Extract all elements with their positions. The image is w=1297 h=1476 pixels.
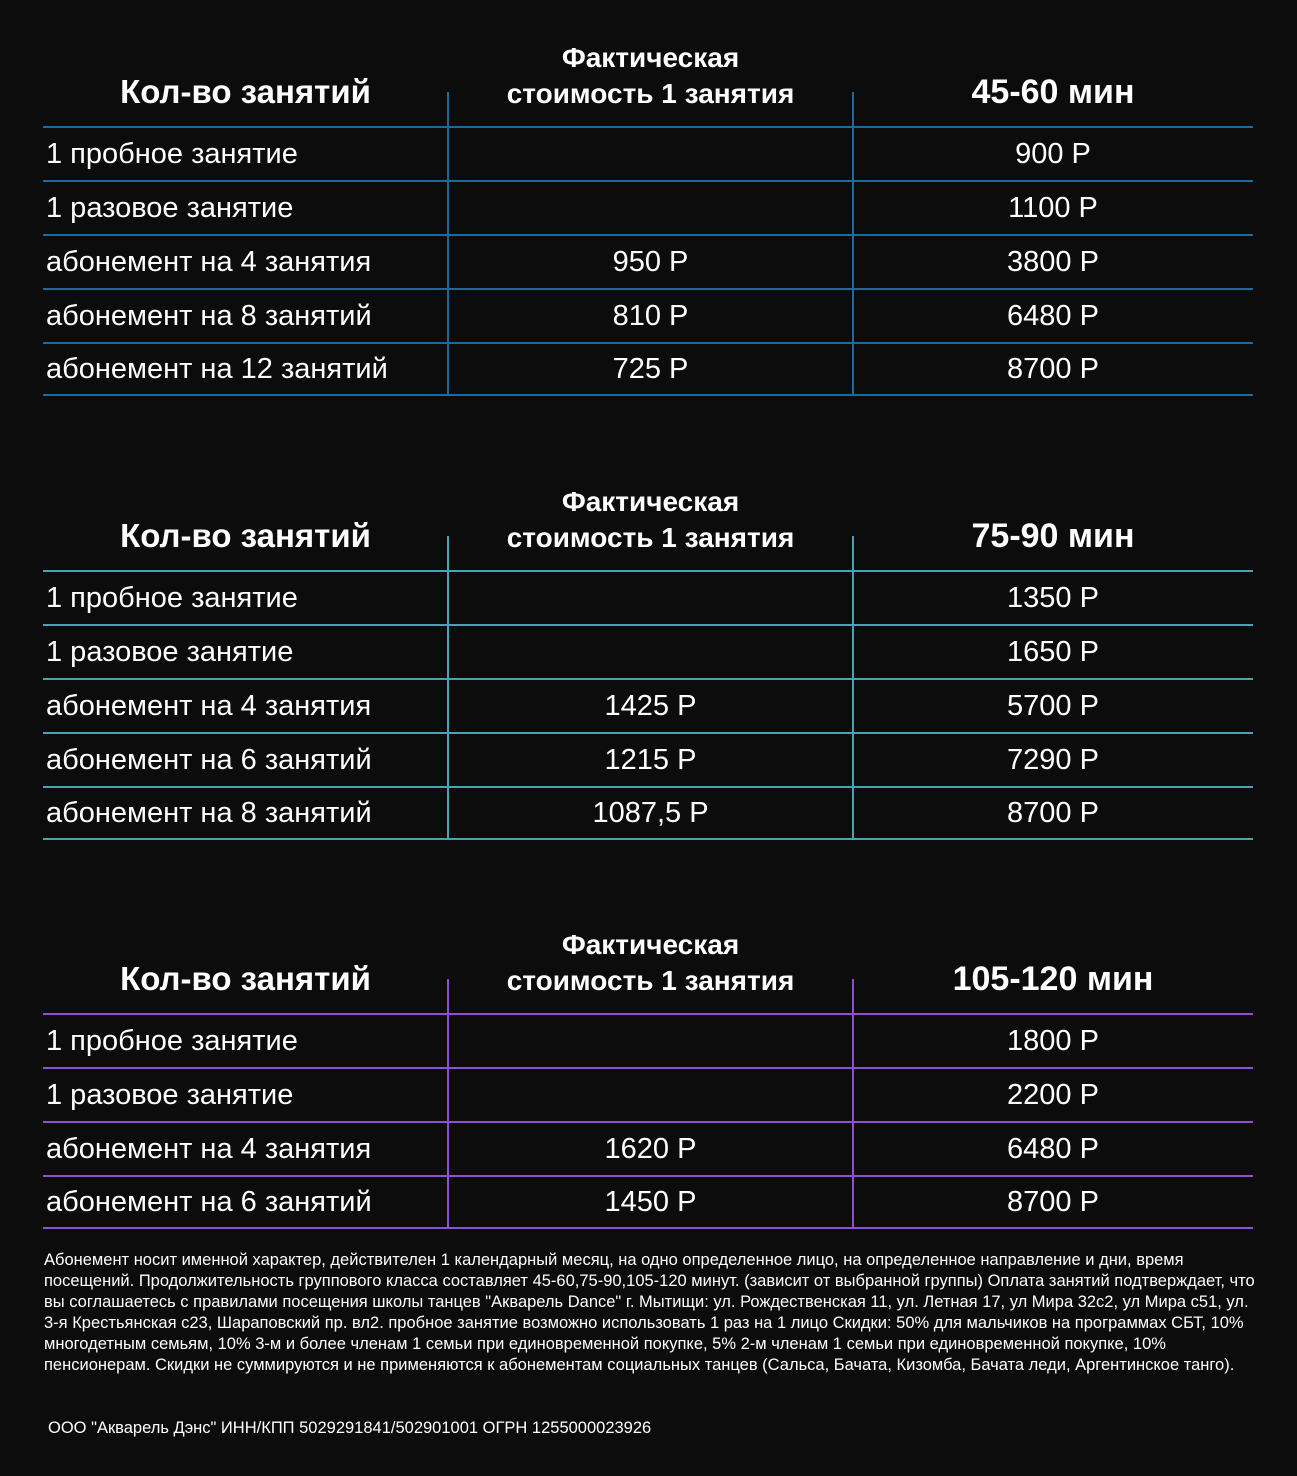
row-name: абонемент на 4 занятия xyxy=(46,245,372,278)
terms-text: Абонемент носит именной характер, действителен 1 календарный месяц, на одно определенное лицо, на определенное направление и дни, время посещений. Продолжительность группового класса составляет 45-60,75-90,105-120 минут. (зависит от выбранной группы) Оплата занятий подтверждает, что вы соглашаетесь с правилами посещения школы танцев "Акварель Dance" г. Мытищи: ул. Рождественская 11, ул. Летная 17, ул Мира 32с2, ул Мира с51, ул. 3-я Крестьянская с23, Шараповский пр. вл2. пробное занятие возможно использовать 1 раз на 1 лицо Скидки: 50% для мальчиков на программах СБТ, 10% многодетным семьям, 10% 3-м и более членам 1 семьи при единовременной покупке, 5% 2-м членам 1 семьи при единовременной покупке, 10% пенсионерам. Скидки не суммируются и не применяются к абонементам социальных танцев (Сальса, Бачата, Кизомба, Бачата леди, Аргентинское танго). xyxy=(44,1251,1255,1374)
table-header xyxy=(43,927,1253,1013)
column-divider xyxy=(447,92,449,126)
row-price: 8700 Р xyxy=(1007,1185,1099,1218)
row-price: 1650 Р xyxy=(1007,635,1099,668)
table-row xyxy=(43,1175,1253,1229)
table-row xyxy=(43,288,1253,342)
column-divider xyxy=(447,786,449,840)
row-name: абонемент на 12 занятий xyxy=(46,352,388,385)
column-divider xyxy=(852,1013,854,1069)
row-per-lesson: 725 Р xyxy=(612,352,689,385)
row-per-lesson: 1087,5 Р xyxy=(592,796,709,829)
column-divider xyxy=(447,979,449,1013)
row-price: 8700 Р xyxy=(1007,796,1099,829)
row-name: 1 пробное занятие xyxy=(46,137,298,170)
row-per-lesson: 1215 Р xyxy=(604,743,697,776)
column-divider xyxy=(852,624,854,680)
header-actual-cost-line1: Фактическая xyxy=(561,929,740,960)
price-table-75-90 xyxy=(43,484,1253,840)
header-duration: 75-90 мин xyxy=(971,517,1135,555)
header-actual-cost-line2: стоимость 1 занятия xyxy=(506,965,795,996)
header-actual-cost xyxy=(448,40,853,112)
column-divider xyxy=(447,1121,449,1177)
row-name: 1 разовое занятие xyxy=(46,1078,294,1111)
table-row xyxy=(43,624,1253,678)
table-row xyxy=(43,786,1253,840)
column-divider xyxy=(447,1013,449,1069)
table-row xyxy=(43,342,1253,396)
header-lessons-count: Кол-во занятий xyxy=(120,960,371,997)
column-divider xyxy=(852,786,854,840)
table-row xyxy=(43,234,1253,288)
row-price: 7290 Р xyxy=(1007,743,1099,776)
row-per-lesson: 950 Р xyxy=(612,245,689,278)
header-actual-cost-line1: Фактическая xyxy=(561,42,740,73)
row-price: 5700 Р xyxy=(1007,689,1099,722)
row-per-lesson xyxy=(448,1069,853,1121)
column-divider xyxy=(852,234,854,290)
column-divider xyxy=(447,234,449,290)
table-row xyxy=(43,1067,1253,1121)
header-lessons-count: Кол-во занятий xyxy=(120,73,371,110)
column-divider xyxy=(447,1175,449,1229)
column-divider xyxy=(852,342,854,396)
header-actual-cost-line2: стоимость 1 занятия xyxy=(506,78,795,109)
column-divider xyxy=(447,732,449,788)
row-name: 1 разовое занятие xyxy=(46,191,294,224)
column-divider xyxy=(852,678,854,734)
price-table-45-60 xyxy=(43,40,1253,396)
row-name: абонемент на 6 занятий xyxy=(46,743,372,776)
row-price: 2200 Р xyxy=(1007,1078,1099,1111)
header-actual-cost xyxy=(448,927,853,999)
header-duration: 45-60 мин xyxy=(971,73,1135,111)
column-divider xyxy=(852,1175,854,1229)
row-name: 1 пробное занятие xyxy=(46,1024,298,1057)
column-divider xyxy=(447,536,449,570)
column-divider xyxy=(852,180,854,236)
row-name: абонемент на 8 занятий xyxy=(46,796,372,829)
header-duration: 105-120 мин xyxy=(952,960,1154,998)
table-row xyxy=(43,732,1253,786)
row-name: 1 пробное занятие xyxy=(46,581,298,614)
row-price: 6480 Р xyxy=(1007,1132,1099,1165)
row-per-lesson: 810 Р xyxy=(612,299,689,332)
row-per-lesson: 1450 Р xyxy=(604,1185,697,1218)
column-divider xyxy=(447,288,449,344)
table-row xyxy=(43,126,1253,180)
column-divider xyxy=(447,678,449,734)
row-name: абонемент на 4 занятия xyxy=(46,1132,372,1165)
row-per-lesson xyxy=(448,1015,853,1067)
row-per-lesson: 1425 Р xyxy=(604,689,697,722)
column-divider xyxy=(852,126,854,182)
row-price: 8700 Р xyxy=(1007,352,1099,385)
column-divider xyxy=(852,570,854,626)
table-row xyxy=(43,570,1253,624)
row-price: 1100 Р xyxy=(1008,191,1098,224)
row-per-lesson xyxy=(448,626,853,678)
row-per-lesson: 1620 Р xyxy=(604,1132,697,1165)
column-divider xyxy=(447,1067,449,1123)
row-name: абонемент на 4 занятия xyxy=(46,689,372,722)
row-price: 1350 Р xyxy=(1007,581,1099,614)
row-per-lesson xyxy=(448,572,853,624)
column-divider xyxy=(852,1121,854,1177)
header-actual-cost-line2: стоимость 1 занятия xyxy=(506,522,795,553)
row-price: 6480 Р xyxy=(1007,299,1099,332)
table-row xyxy=(43,678,1253,732)
row-price: 1800 Р xyxy=(1007,1024,1099,1057)
column-divider xyxy=(852,92,854,126)
table-header xyxy=(43,40,1253,126)
column-divider xyxy=(852,732,854,788)
column-divider xyxy=(852,288,854,344)
row-name: 1 разовое занятие xyxy=(46,635,294,668)
row-name: абонемент на 8 занятий xyxy=(46,299,372,332)
row-name: абонемент на 6 занятий xyxy=(46,1185,372,1218)
column-divider xyxy=(852,1067,854,1123)
column-divider xyxy=(447,180,449,236)
row-per-lesson xyxy=(448,182,853,234)
price-table-105-120 xyxy=(43,927,1253,1229)
row-per-lesson xyxy=(448,128,853,180)
table-row xyxy=(43,180,1253,234)
column-divider xyxy=(852,979,854,1013)
column-divider xyxy=(852,536,854,570)
header-lessons-count: Кол-во занятий xyxy=(120,517,371,554)
column-divider xyxy=(447,342,449,396)
header-actual-cost xyxy=(448,484,853,556)
table-header xyxy=(43,484,1253,570)
column-divider xyxy=(447,624,449,680)
header-actual-cost-line1: Фактическая xyxy=(561,486,740,517)
row-price: 3800 Р xyxy=(1007,245,1099,278)
table-row xyxy=(43,1013,1253,1067)
column-divider xyxy=(447,570,449,626)
legal-info: ООО "Акварель Дэнс" ИНН/КПП 5029291841/502901001 ОГРН 1255000023926 xyxy=(48,1419,652,1437)
row-price: 900 Р xyxy=(1015,137,1091,170)
column-divider xyxy=(447,126,449,182)
table-row xyxy=(43,1121,1253,1175)
